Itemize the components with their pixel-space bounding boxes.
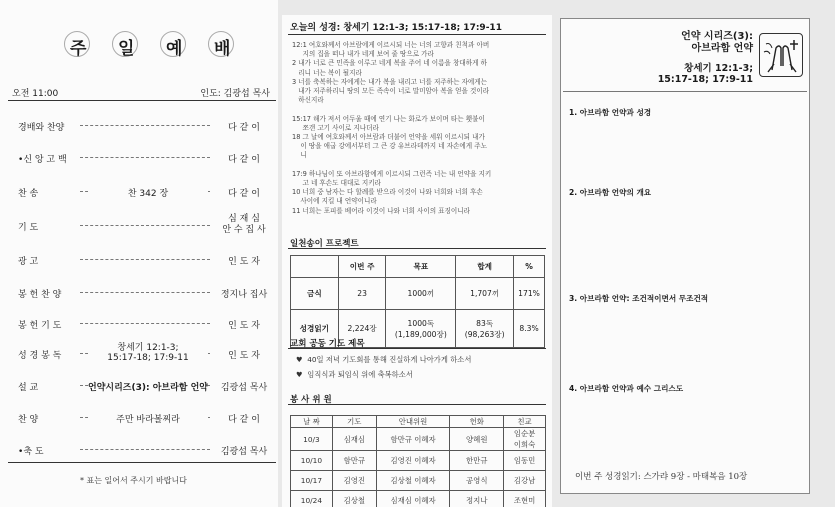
table-cell: 심재심	[332, 428, 376, 451]
order-label-text: 경배와 찬양	[18, 123, 65, 133]
service-title	[70, 34, 250, 64]
scripture-line: 12:1 여호와께서 아브람에게 이르시되 너는 너의 고향과 친척과 아버	[292, 41, 490, 49]
table-cell: 10/3	[291, 428, 333, 451]
table-cell: 171%	[514, 278, 545, 310]
sermon-reference-line: 창세기 12:1-3;	[684, 63, 753, 74]
sermon-reference	[658, 63, 753, 85]
order-label-text: 축 도	[23, 447, 44, 457]
table-cell: 김상철 이혜자	[376, 471, 450, 491]
table-cell: 금식	[291, 278, 339, 310]
table-header-row	[291, 416, 546, 428]
order-label	[18, 287, 78, 300]
column-header	[291, 256, 339, 278]
scripture-line	[292, 161, 547, 170]
order-of-worship-panel	[0, 0, 278, 507]
scripture-line: 지의 집을 떠나 내가 네게 보여 줄 땅으로 가라	[292, 50, 434, 59]
order-detail: 언약시리즈(3): 아브라함 언약	[88, 380, 208, 393]
dotted-leader	[80, 292, 210, 293]
footnote: * 표는 일어서 주시기 바랍니다	[80, 476, 187, 485]
order-label	[18, 120, 78, 133]
sermon-title-line: 아브라함 언약	[691, 43, 753, 54]
dotted-leader	[80, 157, 210, 158]
table-row	[291, 278, 545, 310]
table-cell: 임순분 이희숙	[504, 428, 546, 451]
prayer-title: 교회 공동 기도 제목	[290, 339, 365, 349]
table-cell: 23	[338, 278, 386, 310]
scripture-text	[292, 41, 547, 216]
scripture-line: 10 너희 중 남자는 다 할례를 받으라 이것이 나와 너희와 너희 후손	[292, 188, 483, 197]
table-row	[291, 471, 546, 491]
dotted-leader	[80, 449, 210, 450]
order-label-text: 광 고	[18, 257, 39, 267]
scripture-line: 17:9 하나님이 또 아브라함에게 이르시되 그런즉 너는 내 언약을 지키	[292, 169, 492, 178]
order-detail: 창세기 12:1-3; 15:17-18; 17:9-11	[88, 343, 208, 363]
weekly-reading-footer: 이번 주 성경읽기: 스가랴 9장 - 마태복음 10장	[575, 472, 748, 482]
table-cell: 공영식	[450, 471, 504, 491]
table-cell: 심재심 이혜자	[376, 491, 450, 507]
sermon-point: 2. 아브라함 언약의 개요	[569, 188, 652, 197]
scripture-line: 쪼갠 고기 사이로 지나더라	[292, 123, 379, 132]
dotted-leader	[80, 323, 210, 324]
column-header: 목표	[386, 256, 456, 278]
scripture-line: 니	[292, 151, 307, 160]
order-label	[18, 254, 78, 267]
table-cell: 1,707끼	[456, 278, 514, 310]
standing-marker: •	[18, 155, 24, 165]
scripture-line: 하신지라	[292, 96, 324, 105]
table-cell: 김영진 이혜자	[376, 451, 450, 471]
order-detail: 찬 342 장	[88, 186, 208, 199]
column-header: 친교	[504, 416, 546, 428]
divider	[288, 404, 546, 405]
table-cell: 8.3%	[514, 310, 545, 348]
order-label-text: 봉 헌 기 도	[18, 321, 62, 331]
sermon-title	[681, 31, 753, 55]
order-person: 다 같 이	[228, 189, 260, 199]
order-label-text: 찬 양	[18, 415, 39, 425]
prayer-text: 40일 저녁 기도회를 통해 진실하게 나아가게 하소서	[307, 355, 472, 364]
column-header: 기도	[332, 416, 376, 428]
announcements-panel	[282, 15, 552, 507]
sermon-point: 4. 아브라함 언약과 예수 그리스도	[569, 384, 684, 393]
table-header-row	[291, 256, 545, 278]
order-person: 심 재 심 안 수 집 사	[222, 214, 266, 235]
order-person: 김광섭 목사	[220, 447, 268, 457]
order-person: 다 같 이	[228, 415, 260, 425]
table-row	[291, 451, 546, 471]
order-label	[18, 186, 78, 199]
table-cell: 한만규	[450, 451, 504, 471]
table-cell: 양혜원	[450, 428, 504, 451]
order-label-text: 신 앙 고 백	[23, 155, 67, 165]
scripture-line: 내가 저주하리니 땅의 모든 족속이 너로 말미암아 복을 얻을 것이라	[292, 87, 490, 96]
table-cell: 함만규	[332, 451, 376, 471]
service-committee-title: 봉 사 위 원	[290, 395, 332, 405]
table-cell: 10/10	[291, 451, 333, 471]
order-person: 인 도 자	[228, 257, 260, 267]
praying-hands-icon	[759, 33, 803, 77]
table-cell: 83독 (98,263장)	[456, 310, 514, 348]
order-label-text: 기 도	[18, 223, 39, 233]
order-label	[18, 444, 78, 457]
todays-reading-header: 오늘의 성경: 창세기 12:1-3; 15:17-18; 17:9-11	[290, 23, 502, 33]
prayer-text: 임직식과 퇴임식 위에 축복하소서	[307, 370, 413, 379]
table-cell: 정지나	[450, 491, 504, 507]
order-person: 다 같 이	[228, 155, 260, 165]
prayer-item: ♥ 40일 저녁 기도회를 통해 진실하게 나아가게 하소서	[296, 355, 472, 364]
table-cell: 함만규 이혜자	[376, 428, 450, 451]
order-person: 다 같 이	[228, 123, 260, 133]
table-cell: 임동민	[504, 451, 546, 471]
service-committee-table	[290, 415, 546, 507]
table-cell: 2,224장	[338, 310, 386, 348]
scripture-line: 3 너를 축복하는 자에게는 내가 복을 내리고 너를 저주하는 자에게는	[292, 77, 488, 86]
column-header: 날 짜	[291, 416, 333, 428]
column-header: 헌화	[450, 416, 504, 428]
column-header: 합계	[456, 256, 514, 278]
scripture-line: 11 너희는 포피를 베어라 이것이 나와 너희 사이의 표징이니라	[292, 206, 471, 215]
title-char: 일	[118, 39, 136, 59]
order-label	[18, 380, 78, 393]
dotted-leader	[80, 125, 210, 126]
order-person: 인 도 자	[228, 351, 260, 361]
order-label	[18, 412, 78, 425]
dotted-leader	[80, 225, 210, 226]
divider	[288, 348, 546, 349]
title-char: 배	[214, 39, 232, 59]
order-label-text: 찬 송	[18, 189, 39, 199]
divider	[288, 248, 546, 249]
title-char: 예	[166, 39, 184, 59]
order-person: 김광섭 목사	[220, 383, 268, 393]
scripture-line	[292, 105, 547, 114]
scripture-line: 2 내가 너로 큰 민족을 이루고 네게 복을 주어 네 이름을 창대하게 하	[292, 59, 487, 68]
column-header: %	[514, 256, 545, 278]
table-cell: 김영진	[332, 471, 376, 491]
table-cell: 조현미	[504, 491, 546, 507]
order-label	[18, 152, 78, 165]
table-row	[291, 428, 546, 451]
table-row	[291, 491, 546, 507]
sermon-reference-line: 15:17-18; 17:9-11	[657, 74, 753, 85]
divider	[8, 462, 276, 463]
standing-marker: •	[18, 447, 24, 457]
order-label	[18, 348, 78, 361]
order-label-text: 설 교	[18, 383, 39, 393]
project-title: 일천송이 프로젝트	[290, 239, 359, 249]
order-label	[18, 220, 78, 233]
table-cell: 김강남	[504, 471, 546, 491]
sermon-title-line: 언약 시리즈(3):	[681, 31, 753, 42]
column-header: 이번 주	[338, 256, 386, 278]
table-cell: 10/24	[291, 491, 333, 507]
scripture-line: 리니 너는 복이 될지라	[292, 68, 362, 77]
sermon-point: 1. 아브라함 언약과 성경	[569, 108, 652, 117]
divider	[8, 100, 276, 101]
column-header: 안내위원	[376, 416, 450, 428]
service-time: 오전 11:00	[12, 89, 59, 99]
table-cell: 10/17	[291, 471, 333, 491]
scripture-line: 사이에 지킬 내 언약이니라	[292, 197, 377, 206]
prayer-item: ♥ 임직식과 퇴임식 위에 축복하소서	[296, 370, 413, 379]
dotted-leader	[80, 259, 210, 260]
order-person: 인 도 자	[228, 321, 260, 331]
project-table	[290, 255, 545, 348]
divider	[563, 91, 807, 92]
service-leader: 인도: 김광섭 목사	[200, 89, 270, 99]
order-label-text: 봉 헌 찬 양	[18, 290, 62, 300]
scripture-line: 15:17 해가 져서 어두울 때에 연기 나는 화로가 보이며 타는 횃불이	[292, 114, 485, 123]
order-detail: 주만 바라볼찌라	[88, 412, 208, 425]
sermon-point: 3. 아브라함 언약: 조건적이면서 무조건적	[569, 294, 709, 303]
order-label-text: 성 경 봉 독	[18, 351, 62, 361]
table-cell: 1000독 (1,189,000장)	[386, 310, 456, 348]
divider	[288, 34, 546, 35]
title-char: 주	[70, 39, 88, 59]
scripture-line: 18 그 날에 여호와께서 아브람과 더불어 언약을 세워 이르시되 내가	[292, 133, 485, 142]
order-person: 정지나 집사	[220, 290, 268, 300]
sermon-notes-panel	[560, 18, 810, 494]
table-cell: 성경읽기	[291, 310, 339, 348]
order-label	[18, 318, 78, 331]
table-cell: 김상철	[332, 491, 376, 507]
scripture-line: 이 땅을 애굽 강에서부터 그 큰 강 유브라데까지 네 자손에게 주노	[292, 142, 487, 151]
table-cell: 1000끼	[386, 278, 456, 310]
scripture-line: 고 네 후손도 대대로 지키라	[292, 179, 381, 188]
